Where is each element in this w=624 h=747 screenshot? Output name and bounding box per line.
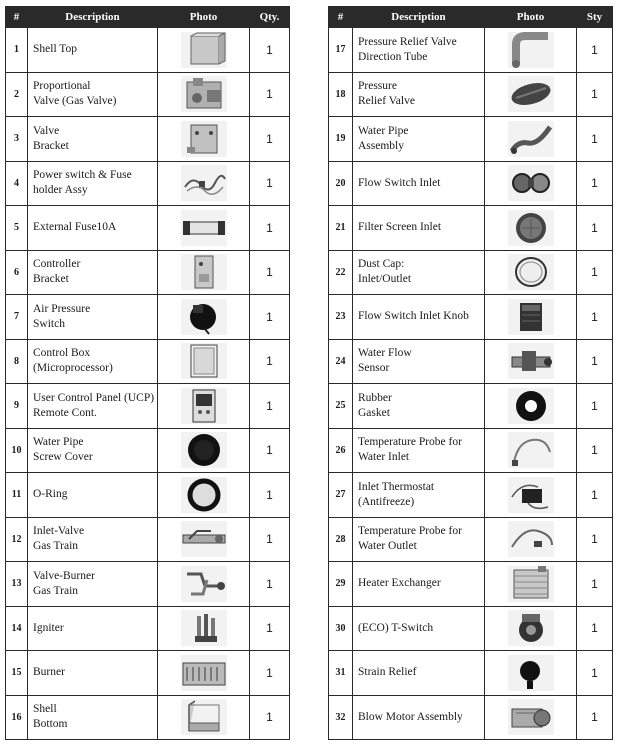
part-photo [485,250,577,295]
part-number: 12 [6,517,28,562]
fuse-icon [181,210,227,246]
shell-top-icon [181,32,227,68]
direction-tube-icon [508,32,554,68]
part-quantity: 1 [250,206,290,251]
description-line: Water Outlet [358,540,417,553]
part-quantity: 1 [250,517,290,562]
part-number: 10 [6,428,28,473]
part-photo [158,339,250,384]
igniter-icon [181,610,227,646]
part-number: 17 [329,28,353,73]
valve-bracket-icon [181,121,227,157]
part-quantity: 1 [250,428,290,473]
part-quantity: 1 [250,473,290,518]
part-photo [158,161,250,206]
table-row [329,295,613,340]
part-description [353,517,485,562]
table-row [329,428,613,473]
description-line: Water Pipe [33,436,84,449]
part-description [28,161,158,206]
part-description [28,72,158,117]
table-row [329,28,613,73]
table-row [329,250,613,295]
part-description [28,473,158,518]
part-photo [485,72,577,117]
part-number: 8 [6,339,28,384]
part-description [353,428,485,473]
part-description [28,117,158,162]
description-line: Air Pressure [33,302,91,315]
part-number: 21 [329,206,353,251]
part-number: 11 [6,473,28,518]
description-line: Bottom [33,718,68,731]
part-photo [485,606,577,651]
part-quantity: 1 [250,695,290,740]
description-line: Igniter [33,621,64,634]
table-row [6,384,290,429]
part-number: 32 [329,695,353,740]
part-number: 29 [329,562,353,607]
part-photo [485,695,577,740]
part-photo [485,428,577,473]
table-row [6,651,290,696]
table-row [329,606,613,651]
part-quantity: 1 [577,161,613,206]
description-line: Inlet Thermostat [358,480,435,493]
part-description [28,562,158,607]
part-number: 20 [329,161,353,206]
flow-switch-icon [508,165,554,201]
description-line: External Fuse10A [33,221,117,234]
header-quantity: Qty. [250,7,290,28]
description-line: Shell Top [33,43,78,56]
table-row [6,28,290,73]
part-number: 19 [329,117,353,162]
parts-table-right [328,6,613,740]
header-number: # [329,7,353,28]
part-description [28,384,158,429]
screw-cover-icon [181,432,227,468]
part-description [28,206,158,251]
header-description: Description [28,7,158,28]
part-photo [158,384,250,429]
table-row [329,206,613,251]
table-row [329,161,613,206]
description-line: Assembly [358,139,404,152]
part-number: 27 [329,473,353,518]
table-row [329,517,613,562]
part-quantity: 1 [250,250,290,295]
description-line: Gasket [358,406,390,419]
part-photo [485,117,577,162]
part-quantity: 1 [577,606,613,651]
part-quantity: 1 [577,428,613,473]
part-photo [158,428,250,473]
air-pressure-switch-icon [181,299,227,335]
description-line: Strain Relief [358,666,417,679]
description-line: Inlet-Valve [33,525,85,538]
description-line: Blow Motor Assembly [358,710,463,723]
description-line: (Microprocessor) [33,362,113,375]
filter-screen-icon [508,210,554,246]
burner-gas-train-icon [181,566,227,602]
description-line: User Control Panel (UCP) [33,391,155,404]
part-description [28,606,158,651]
table-row [6,72,290,117]
part-quantity: 1 [577,72,613,117]
description-line: holder Assy [33,184,88,197]
flow-sensor-icon [508,343,554,379]
water-pipe-icon [508,121,554,157]
part-quantity: 1 [250,339,290,384]
table-row [6,206,290,251]
part-description [353,206,485,251]
part-photo [158,295,250,340]
knob-icon [508,299,554,335]
part-quantity: 1 [577,28,613,73]
description-line: Power switch & Fuse [33,169,132,182]
part-number: 23 [329,295,353,340]
header-description: Description [353,7,485,28]
part-number: 1 [6,28,28,73]
part-description [353,562,485,607]
description-line: Bracket [33,139,69,152]
part-number: 2 [6,72,28,117]
table-row [329,72,613,117]
part-quantity: 1 [250,295,290,340]
table-row [329,651,613,696]
description-line: Flow Switch Inlet Knob [358,310,469,323]
table-row [6,562,290,607]
table-row [6,517,290,562]
part-quantity: 1 [577,473,613,518]
part-quantity: 1 [577,517,613,562]
part-photo [158,206,250,251]
heat-exchanger-icon [508,566,554,602]
t-switch-icon [508,610,554,646]
part-number: 4 [6,161,28,206]
part-description [353,339,485,384]
part-number: 9 [6,384,28,429]
part-photo [158,651,250,696]
part-number: 7 [6,295,28,340]
description-line: O-Ring [33,488,68,501]
part-photo [158,606,250,651]
header-number: # [6,7,28,28]
part-photo [158,562,250,607]
control-box-icon [181,343,227,379]
controller-bracket-icon [181,254,227,290]
blow-motor-icon [508,699,554,735]
description-line: Relief Valve [358,95,415,108]
relief-valve-icon [508,76,554,112]
part-quantity: 1 [577,651,613,696]
part-photo [485,562,577,607]
header-photo: Photo [485,7,577,28]
table-row [6,295,290,340]
description-line: Switch [33,317,65,330]
part-description [353,28,485,73]
table-row [329,117,613,162]
burner-icon [181,655,227,691]
control-panel-icon [181,388,227,424]
description-line: (Antifreeze) [358,495,415,508]
description-line: Remote Cont. [33,406,97,419]
description-line: Pressure Relief Valve [358,35,457,48]
description-line: Water Pipe [358,124,409,137]
part-photo [158,517,250,562]
part-description [28,428,158,473]
part-number: 28 [329,517,353,562]
table-row [329,562,613,607]
part-description [353,606,485,651]
description-line: Filter Screen Inlet [358,221,442,234]
part-description [28,295,158,340]
part-number: 30 [329,606,353,651]
parts-table-left [5,6,290,740]
description-line: Rubber [358,391,392,404]
part-description [353,473,485,518]
table-row [6,339,290,384]
header-quantity: Sty [577,7,613,28]
probe-inlet-icon [508,432,554,468]
table-row [6,473,290,518]
description-line: Dust Cap: [358,258,405,271]
part-number: 26 [329,428,353,473]
description-line: Sensor [358,362,390,375]
description-line: Controller [33,258,81,271]
part-description [28,517,158,562]
table-row [6,695,290,740]
description-line: Flow Switch Inlet [358,176,441,189]
table-row [6,250,290,295]
inlet-gas-train-icon [181,521,227,557]
part-quantity: 1 [250,606,290,651]
part-number: 15 [6,651,28,696]
part-quantity: 1 [577,117,613,162]
dust-cap-icon [508,254,554,290]
part-number: 14 [6,606,28,651]
part-number: 16 [6,695,28,740]
part-quantity: 1 [577,339,613,384]
description-line: Proportional [33,80,91,93]
header-photo: Photo [158,7,250,28]
part-quantity: 1 [577,295,613,340]
part-description [353,695,485,740]
description-line: Burner [33,666,65,679]
part-photo [158,117,250,162]
part-photo [485,161,577,206]
part-description [353,651,485,696]
strain-relief-icon [508,655,554,691]
part-photo [485,295,577,340]
part-description [353,250,485,295]
description-line: Heater Exchanger [358,577,441,590]
part-number: 6 [6,250,28,295]
table-row [329,473,613,518]
gasket-icon [508,388,554,424]
part-quantity: 1 [250,28,290,73]
description-line: (ECO) T-Switch [358,621,434,634]
description-line: Shell [33,703,57,716]
part-quantity: 1 [250,161,290,206]
description-line: Valve-Burner [33,569,95,582]
part-description [353,161,485,206]
table-row [6,428,290,473]
description-line: Direction Tube [358,50,428,63]
o-ring-icon [181,477,227,513]
part-photo [485,651,577,696]
thermostat-icon [508,477,554,513]
part-photo [158,72,250,117]
gas-valve-icon [181,76,227,112]
part-photo [158,473,250,518]
part-quantity: 1 [250,117,290,162]
part-description [28,250,158,295]
description-line: Valve [33,124,60,137]
part-photo [485,339,577,384]
header-row [329,7,613,28]
part-quantity: 1 [250,651,290,696]
part-quantity: 1 [250,562,290,607]
part-quantity: 1 [577,250,613,295]
part-quantity: 1 [250,384,290,429]
description-line: Screw Cover [33,451,93,464]
part-description [353,295,485,340]
part-number: 25 [329,384,353,429]
part-quantity: 1 [577,206,613,251]
header-row [6,7,290,28]
part-quantity: 1 [577,695,613,740]
part-description [28,651,158,696]
table-row [329,695,613,740]
part-quantity: 1 [577,384,613,429]
probe-outlet-icon [508,521,554,557]
description-line: Valve (Gas Valve) [33,95,117,108]
part-photo [485,473,577,518]
description-line: Temperature Probe for [358,525,462,538]
part-number: 5 [6,206,28,251]
description-line: Water Inlet [358,451,410,464]
description-line: Temperature Probe for [358,436,462,449]
part-number: 31 [329,651,353,696]
part-number: 3 [6,117,28,162]
table-row [329,339,613,384]
part-photo [485,206,577,251]
part-photo [485,517,577,562]
part-photo [158,695,250,740]
part-photo [158,28,250,73]
description-line: Bracket [33,273,69,286]
part-number: 18 [329,72,353,117]
part-description [28,28,158,73]
description-line: Control Box [33,347,91,360]
description-line: Gas Train [33,584,79,597]
table-row [6,161,290,206]
description-line: Inlet/Outlet [358,273,412,286]
description-line: Gas Train [33,540,79,553]
part-description [353,384,485,429]
part-description [353,72,485,117]
description-line: Pressure [358,80,397,93]
part-photo [485,28,577,73]
description-line: Water Flow [358,347,412,360]
part-description [353,117,485,162]
shell-bottom-icon [181,699,227,735]
part-description [28,695,158,740]
part-number: 22 [329,250,353,295]
part-photo [485,384,577,429]
part-number: 13 [6,562,28,607]
table-row [6,117,290,162]
part-quantity: 1 [577,562,613,607]
table-row [329,384,613,429]
fuse-holder-icon [181,165,227,201]
part-number: 24 [329,339,353,384]
part-photo [158,250,250,295]
part-quantity: 1 [250,72,290,117]
table-row [6,606,290,651]
part-description [28,339,158,384]
